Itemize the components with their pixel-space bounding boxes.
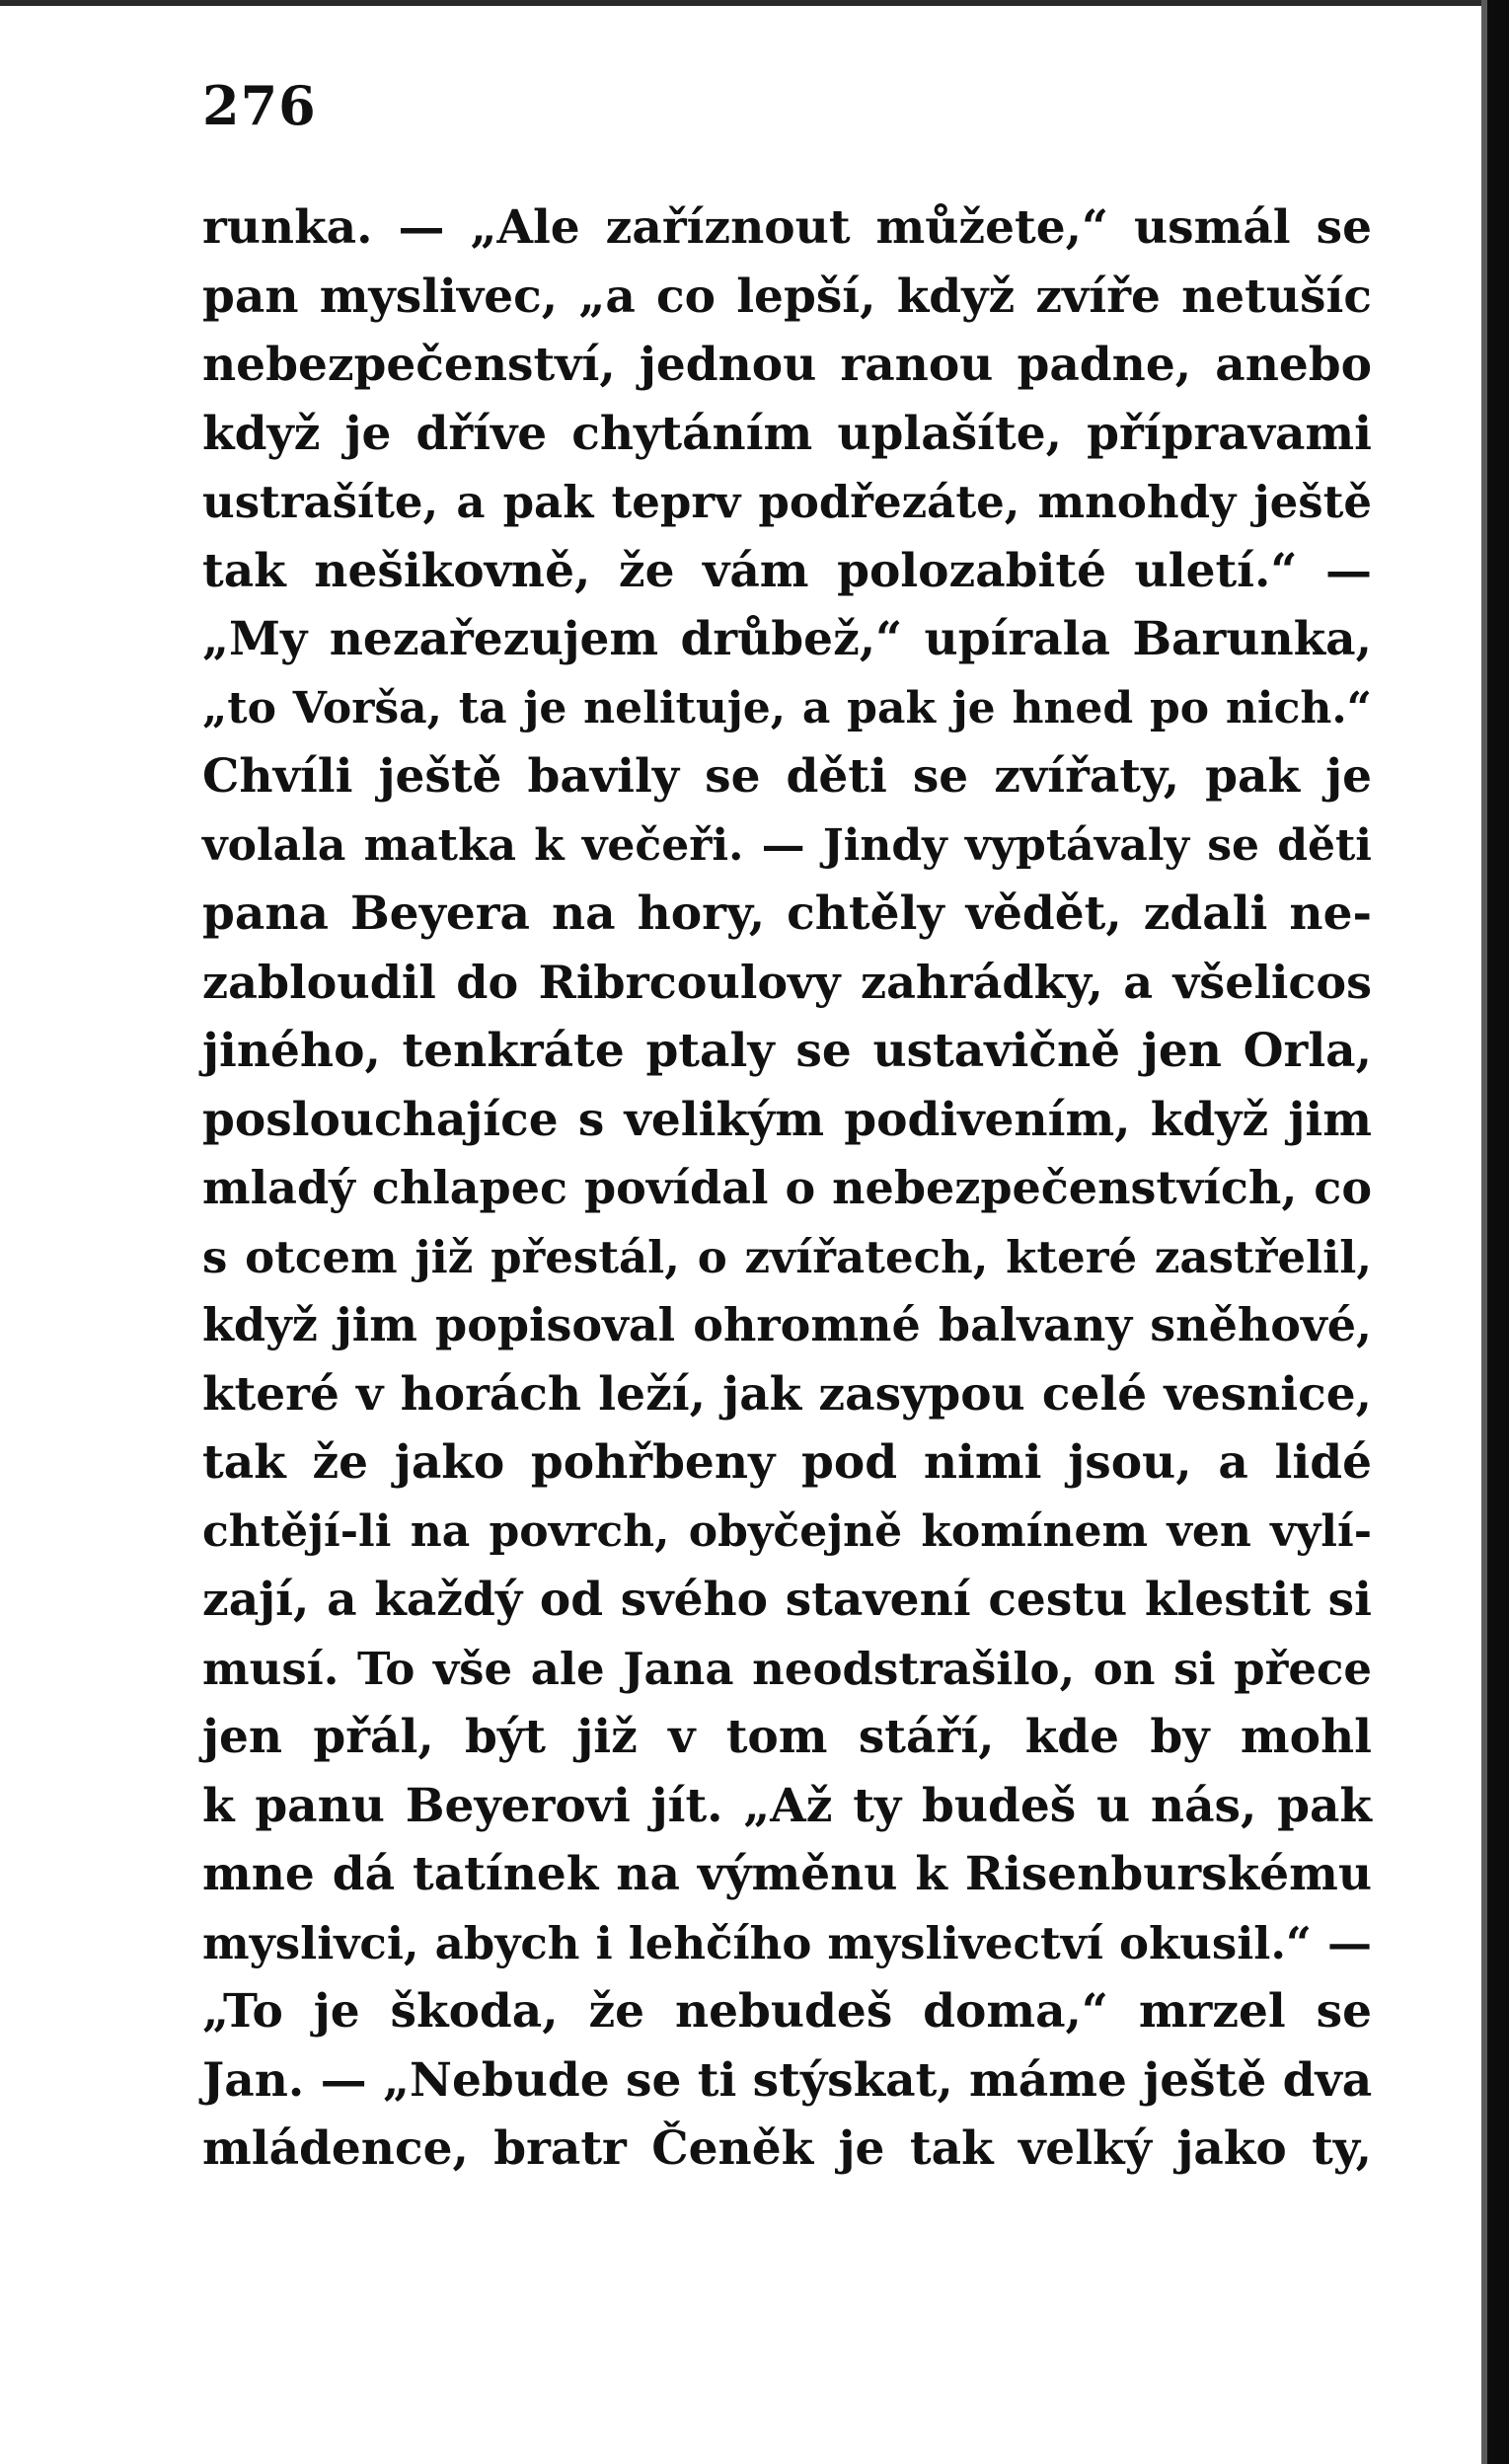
text-line: s otcem již přestál, o zvířatech, které zastřelil, (202, 1230, 1372, 1283)
text-line: jiného, tenkráte ptaly se ustavičně jen Orla, (202, 1024, 1372, 1078)
text-line: „To je škoda, že nebudeš doma,“ mrzel se (202, 1984, 1372, 2039)
text-line: Jan. — „Nebude se ti stýskat, máme ještě dva (202, 2052, 1373, 2108)
text-line: tak nešikovně, že vám polozabité uletí.“ — (202, 543, 1372, 598)
text-line: pana Beyera na hory, chtěly vědět, zdali ne- (202, 886, 1372, 941)
body-text (202, 193, 1372, 2184)
text-line: runka. — „Ale zaříznout můžete,“ usmál se (202, 200, 1372, 255)
text-line: pan myslivec, „a co lepší, když zvíře netušíc (202, 269, 1372, 324)
text-line: které v horách leží, jak zasypou celé vesnice, (202, 1366, 1372, 1422)
text-line: volala matka k večeři. — Jindy vyptávaly se děti (202, 819, 1372, 871)
text-line: ustrašíte, a pak teprv podřezáte, mnohdy ještě (202, 476, 1372, 528)
text-line: „to Vorša, ta je nelituje, a pak je hned po nich.“ (202, 682, 1372, 733)
text-line: mne dá tatínek na výměnu k Risenburskému (202, 1847, 1372, 1901)
text-line: tak že jako pohřbeny pod nimi jsou, a lidé (202, 1435, 1372, 1490)
text-line: „My nezařezujem drůbež,“ upírala Barunka, (202, 612, 1372, 666)
page-top-edge (0, 0, 1509, 6)
text-line: k panu Beyerovi jít. „Až ty budeš u nás, pak (202, 1778, 1372, 1833)
page-number: 276 (202, 74, 317, 137)
text-line: mládence, bratr Čeněk je tak velký jako ty, (202, 2121, 1372, 2176)
text-line: jen přál, být již v tom stáří, kde by mohl (202, 1710, 1372, 1764)
text-line: zají, a každý od svého stavení cestu klestit si (202, 1573, 1372, 1627)
text-line: chtějí-li na povrch, obyčejně komínem ven vylí- (202, 1505, 1372, 1557)
text-line: když je dříve chytáním uplašíte, přípravami (202, 406, 1372, 461)
text-line: musí. To vše ale Jana neodstrašilo, on si přece (202, 1642, 1372, 1695)
text-line: mladý chlapec povídal o nebezpečenstvích, co (202, 1161, 1372, 1214)
text-line: když jim popisoval ohromné balvany sněhové, (202, 1298, 1372, 1351)
text-line: myslivci, abych i lehčího myslivectví okusil.“ — (202, 1916, 1372, 1969)
page-binding-edge (1487, 0, 1509, 2464)
text-line: zabloudil do Ribrcoulovy zahrádky, a všelicos (202, 955, 1372, 1009)
text-line: Chvíli ještě bavily se děti se zvířaty, pak je (202, 749, 1372, 804)
text-line: nebezpečenství, jednou ranou padne, anebo (202, 338, 1372, 392)
text-line: poslouchajíce s velikým podivením, když jim (202, 1092, 1372, 1147)
